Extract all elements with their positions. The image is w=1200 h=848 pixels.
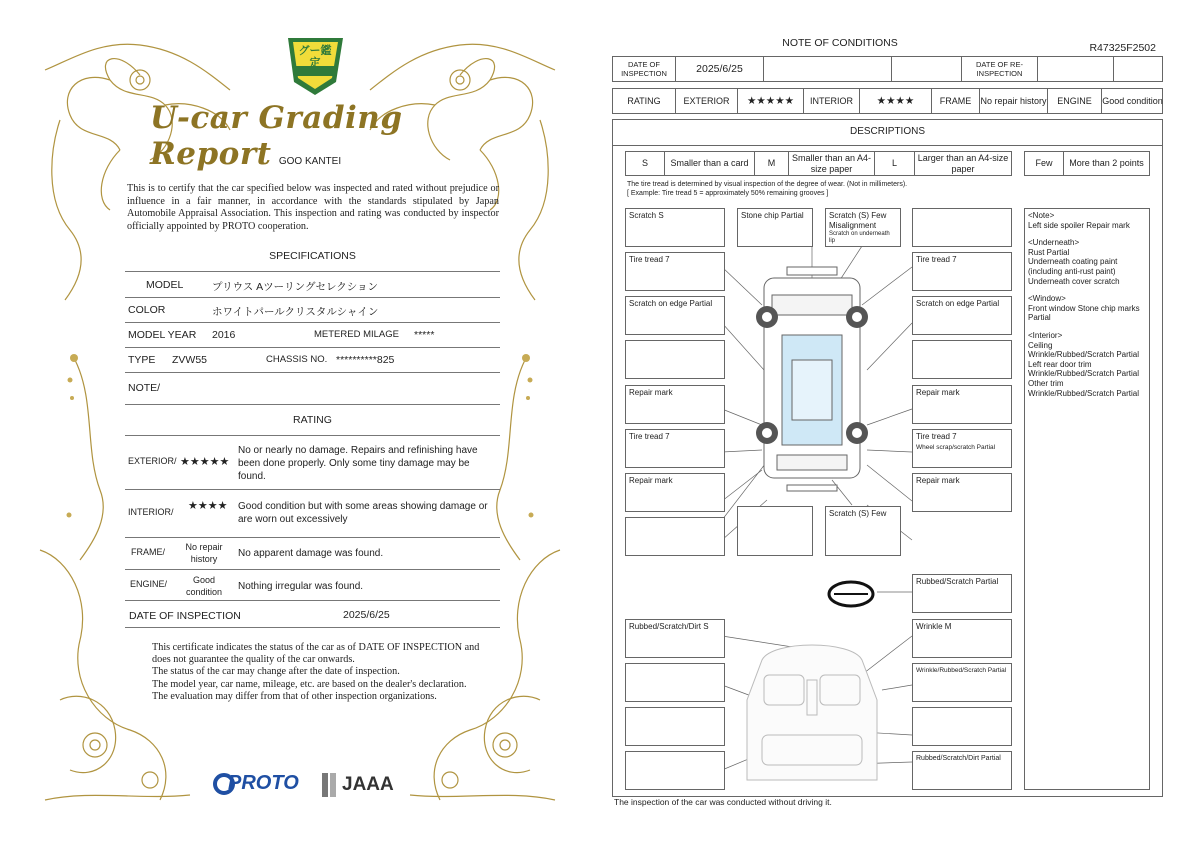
tire-tread-note: [627, 180, 907, 198]
divider: [125, 297, 500, 298]
frame-label: FRAME: [931, 89, 979, 113]
condition-box-right-door-trim: Wrinkle/Rubbed/Scratch Partial: [912, 663, 1012, 702]
condition-box-steering: Rubbed/Scratch Partial: [912, 574, 1012, 613]
condition-box-rear-left: Repair mark: [625, 473, 725, 512]
specifications-heading: SPECIFICATIONS: [269, 250, 356, 262]
divider: [125, 347, 500, 348]
engine-description: Nothing irregular was found.: [238, 581, 364, 592]
descriptions-heading: DESCRIPTIONS: [849, 126, 925, 137]
condition-box-windshield: Stone chip Partial: [737, 208, 813, 247]
count-legend: [1024, 151, 1150, 176]
condition-box-left-front-door: [625, 340, 725, 379]
condition-box-rear-left-tire: Tire tread 7: [625, 429, 725, 468]
badge-text: グー鑑定: [298, 45, 332, 69]
condition-box-front-right: [912, 208, 1012, 247]
chassis-value: **********825: [336, 354, 395, 366]
interior-stars: ★★★★: [859, 89, 931, 113]
notes-panel: [1024, 208, 1150, 790]
legend-l-desc: Larger than an A4-size paper: [914, 152, 1011, 175]
interior-label: INTERIOR/: [128, 507, 174, 517]
divider: [125, 372, 500, 373]
color-label: COLOR: [128, 304, 166, 316]
jaaa-logo: JAAA: [342, 774, 394, 795]
model-year-label: MODEL YEAR: [128, 329, 197, 341]
interior-description: Good condition but with some areas showing damage or are worn out excessively: [238, 501, 488, 525]
condition-box-interior-left: [625, 663, 725, 702]
type-value: ZVW55: [172, 354, 208, 366]
color-value: ホワイトパールクリスタルシャイン: [212, 306, 379, 318]
blank-cell: [1113, 57, 1163, 81]
note-title: NOTE OF CONDITIONS: [782, 37, 898, 49]
divider: [125, 271, 500, 272]
divider: [125, 404, 500, 405]
report-title: U-car Grading Report: [150, 100, 403, 172]
front-bumper-text: Scratch (S) Few Misalignment: [829, 211, 887, 230]
divider: [125, 489, 500, 490]
divider: [125, 627, 500, 628]
condition-box-left-front-edge: Scratch on edge Partial: [625, 296, 725, 335]
condition-box-interior-right: Wrinkle M: [912, 619, 1012, 658]
engine-label: ENGINE/: [130, 579, 168, 589]
divider: [613, 145, 1162, 146]
note-general: <Note> Left side spoiler Repair mark: [1028, 211, 1130, 230]
model-label: MODEL: [146, 279, 184, 291]
date-of-inspection-value: 2025/6/25: [675, 57, 763, 81]
legend-few: Few: [1035, 158, 1053, 169]
condition-box-rear-left-lower: [625, 517, 725, 556]
rating-heading: RATING: [293, 414, 332, 426]
engine-value: Good condition: [185, 575, 223, 597]
divider: [125, 322, 500, 323]
engine-value: Good condition: [1101, 89, 1163, 113]
rear-right-tire-sub: Wheel scrap/scratch Partial: [916, 444, 996, 451]
inspection-footer: The inspection of the car was conducted without driving it.: [614, 797, 832, 807]
certificate-disclaimer: This certificate indicates the status of the car as of DATE OF INSPECTION and does not guarantee the quality of the car onwards. The status of the car may change after the date of inspection. The model year, car name, mileage, etc. are based on the dealer's declaration. The evaluation may differ from that of other inspection organizations.: [152, 642, 480, 702]
tire-tread-note-line: The tire tread is determined by visual inspection of the degree of wear. (Not in millimeters).: [627, 181, 908, 188]
condition-box-front-right-tire: Tire tread 7: [912, 252, 1012, 291]
metered-milage-value: *****: [414, 329, 435, 341]
chassis-label: CHASSIS NO.: [266, 354, 328, 365]
note-label: NOTE/: [128, 382, 161, 394]
date-row: [612, 56, 1163, 82]
divider: [125, 537, 500, 538]
interior-stars: ★★★★: [188, 500, 228, 512]
condition-box-front-left: Scratch S: [625, 208, 725, 247]
tire-tread-example: [ Example: Tire tread 5 = approximately 50% remaining grooves ]: [627, 190, 829, 197]
car-interior-view: [747, 645, 877, 780]
frame-description: No apparent damage was found.: [238, 548, 384, 559]
blank-cell: [763, 57, 891, 81]
exterior-description: No or nearly no damage. Repairs and refinishing have been done properly. Only some tiny damage may be found.: [238, 445, 478, 482]
frame-label: FRAME/: [131, 547, 166, 557]
rear-right-tire-text: Tire tread 7: [916, 432, 957, 441]
condition-box-right-front-edge: Scratch on edge Partial: [912, 296, 1012, 335]
date-of-inspection-value: 2025/6/25: [343, 609, 390, 621]
condition-box-interior-left-back: [625, 751, 725, 790]
condition-box-interior-right-rear: [912, 707, 1012, 746]
condition-box-front-bumper: [825, 208, 901, 247]
legend-more: More than 2 points: [1063, 152, 1149, 175]
condition-box-rear-bumper: Scratch (S) Few: [825, 506, 901, 556]
legend-s: S: [641, 158, 648, 169]
condition-box-rear-right-tire: [912, 429, 1012, 468]
date-of-inspection-label: DATE OF INSPECTION: [129, 610, 241, 622]
re-inspection-label: DATE OF RE-INSPECTION: [961, 57, 1037, 81]
legend-m-desc: Smaller than an A4-size paper: [788, 152, 874, 175]
metered-milage-label: METERED MILAGE: [314, 329, 399, 340]
note-interior: <Interior> Ceiling Wrinkle/Rubbed/Scratch Partial Left rear door trim Wrinkle/Rubbed/Scratch Partial Other trim Wrinkle/Rubbed/Scratch Partial: [1028, 330, 1140, 398]
condition-box-rear-right: Repair mark: [912, 473, 1012, 512]
condition-box-front-left-tire: Tire tread 7: [625, 252, 725, 291]
engine-label: ENGINE: [1047, 89, 1101, 113]
condition-box-left-side: Repair mark: [625, 385, 725, 424]
condition-box-right-front-door: [912, 340, 1012, 379]
condition-box-rear-center: [737, 506, 813, 556]
note-window: <Window> Front window Stone chip marks Partial: [1028, 294, 1140, 323]
condition-box-ceiling: Rubbed/Scratch/Dirt S: [625, 619, 725, 658]
report-subtitle: GOO KANTEI: [278, 156, 342, 167]
re-inspection-value: [1037, 57, 1113, 81]
condition-box-right-side: Repair mark: [912, 385, 1012, 424]
divider: [125, 600, 500, 601]
model-value: プリウス Aツーリングセレクション: [212, 281, 379, 293]
blank-cell: [891, 57, 961, 81]
front-bumper-sub: Scratch on underneath lip: [829, 231, 890, 244]
proto-logo: PROTO: [228, 772, 299, 794]
note-underneath: <Underneath> Rust Partial Underneath coating paint (including anti-rust paint) Underneath cover scratch: [1028, 238, 1120, 286]
rating-row: [612, 88, 1163, 114]
car-top-view: [764, 267, 860, 491]
divider: [125, 435, 500, 436]
frame-value: No repair history: [979, 89, 1047, 113]
legend-s-desc: Smaller than a card: [664, 152, 754, 175]
report-code: R47325F2502: [1089, 42, 1156, 54]
legend-m: M: [754, 152, 788, 175]
certification-text: This is to certify that the car specified below was inspected and rated without prejudice or influence in a fair manner, in accordance with the standards stipulated by Japan Automobile Appraisal Association. This inspection and rating was conducted by inspector officially appointed by PROTO cooperation.: [127, 183, 499, 232]
date-of-inspection-label: DATE OF INSPECTION: [621, 60, 667, 78]
divider: [125, 569, 500, 570]
steering-wheel-icon: [829, 582, 873, 606]
exterior-stars: ★★★★★: [180, 456, 230, 468]
condition-box-interior-left-rear: [625, 707, 725, 746]
type-label: TYPE: [128, 354, 156, 366]
exterior-label: EXTERIOR/: [128, 456, 177, 466]
exterior-label: EXTERIOR: [675, 89, 737, 113]
rating-label: RATING: [627, 95, 661, 106]
legend-l: L: [874, 152, 914, 175]
model-year-value: 2016: [212, 329, 236, 341]
frame-value: No repair history: [185, 542, 223, 564]
condition-box-rear-seat: Rubbed/Scratch/Dirt Partial: [912, 751, 1012, 790]
size-legend: [625, 151, 1012, 176]
exterior-stars: ★★★★★: [737, 89, 803, 113]
interior-label: INTERIOR: [803, 89, 859, 113]
